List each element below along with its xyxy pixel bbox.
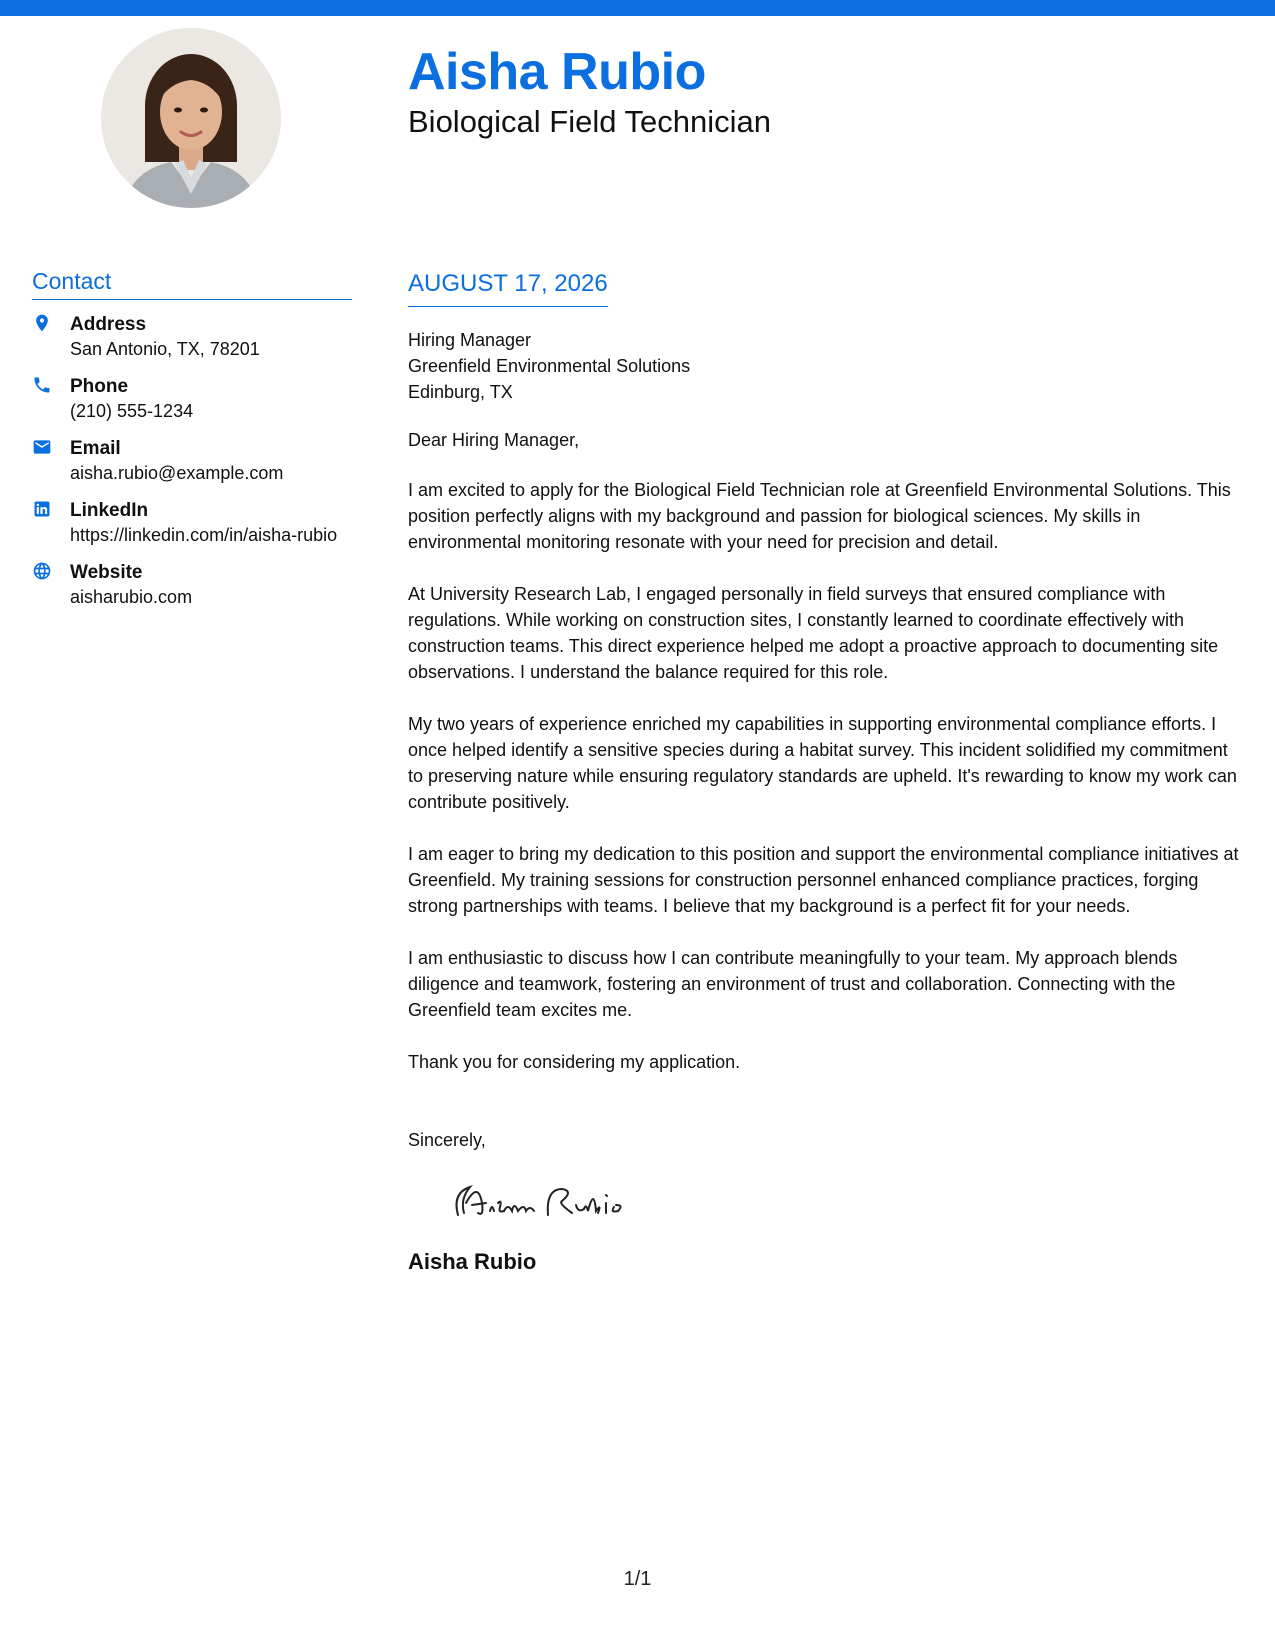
contact-item-address [32, 312, 352, 361]
contact-value: https://linkedin.com/in/aisha-rubio [70, 525, 338, 545]
salutation: Dear Hiring Manager, [408, 430, 580, 450]
closing: Sincerely, [408, 1130, 486, 1150]
letter-paragraph: I am eager to bring my dedication to this position and support the environmental compliance initiatives at Greenfield. My training sessions for construction personnel enhanced compliance practices, forging strong partnerships with teams. I believe that my background is a perfect fit for your needs. [408, 844, 1239, 916]
letter-paragraph: Thank you for considering my application. [408, 1052, 741, 1072]
contact-label: Email [70, 438, 121, 459]
phone-icon [32, 375, 56, 399]
contact-label: Address [70, 314, 147, 335]
letter-body [408, 266, 1240, 1277]
recipient-block [408, 327, 1240, 405]
letter-paragraph: My two years of experience enriched my capabilities in supporting environmental compliance efforts. I once helped identify a sensitive species during a habitat survey. This incident solidified my commitment to preserving nature while ensuring regulatory standards are upheld. It's rewarding to know my work can contribute positively. [408, 714, 1237, 812]
contact-value: aisharubio.com [70, 587, 193, 607]
globe-icon [32, 561, 56, 585]
letter-date: AUGUST 17, 2026 [408, 266, 608, 307]
contact-value: (210) 555-1234 [70, 401, 194, 421]
contact-list [32, 312, 352, 609]
job-title: Biological Field Technician [408, 104, 772, 139]
map-pin-icon [32, 313, 56, 337]
letter-paragraph: I am enthusiastic to discuss how I can contribute meaningfully to your team. My approach blends diligence and teamwork, fostering an environment of trust and collaboration. Connecting with the Greenfield team excites me. [408, 948, 1178, 1020]
page-number: 1/1 [623, 1568, 652, 1590]
letter-paragraph: At University Research Lab, I engaged personally in field surveys that ensured compliance with regulations. While working on construction sites, I constantly learned to coordinate effectively with construction teams. This direct experience helped me adopt a proactive approach to documenting site observations. I understand the balance required for this role. [408, 584, 1219, 682]
recipient-line: Edinburg, TX [408, 382, 513, 402]
contact-heading: Contact [32, 266, 352, 300]
recipient-line: Greenfield Environmental Solutions [408, 356, 691, 376]
contact-label: Website [70, 562, 143, 583]
applicant-name: Aisha Rubio [408, 43, 706, 101]
handwritten-signature [438, 1173, 1240, 1233]
contact-value: aisha.rubio@example.com [70, 463, 284, 483]
letter-paragraph: I am excited to apply for the Biological Field Technician role at Greenfield Environmental Solutions. This position perfectly aligns with my background and passion for biological sciences. My skills in environmental monitoring resonate with your need for precision and detail. [408, 480, 1231, 552]
profile-photo [101, 28, 281, 208]
contact-item-linkedin [32, 498, 352, 547]
letter-paragraphs [408, 477, 1240, 1075]
contact-sidebar [32, 266, 352, 622]
recipient-line: Hiring Manager [408, 330, 532, 350]
envelope-icon [32, 437, 56, 461]
contact-item-website [32, 560, 352, 609]
contact-item-email [32, 436, 352, 485]
contact-label: Phone [70, 376, 129, 397]
linkedin-icon [32, 499, 56, 523]
contact-value: San Antonio, TX, 78201 [70, 339, 260, 359]
signer-name: Aisha Rubio [408, 1249, 537, 1274]
contact-item-phone [32, 374, 352, 423]
top-accent-bar [0, 0, 1275, 16]
contact-label: LinkedIn [70, 500, 149, 521]
